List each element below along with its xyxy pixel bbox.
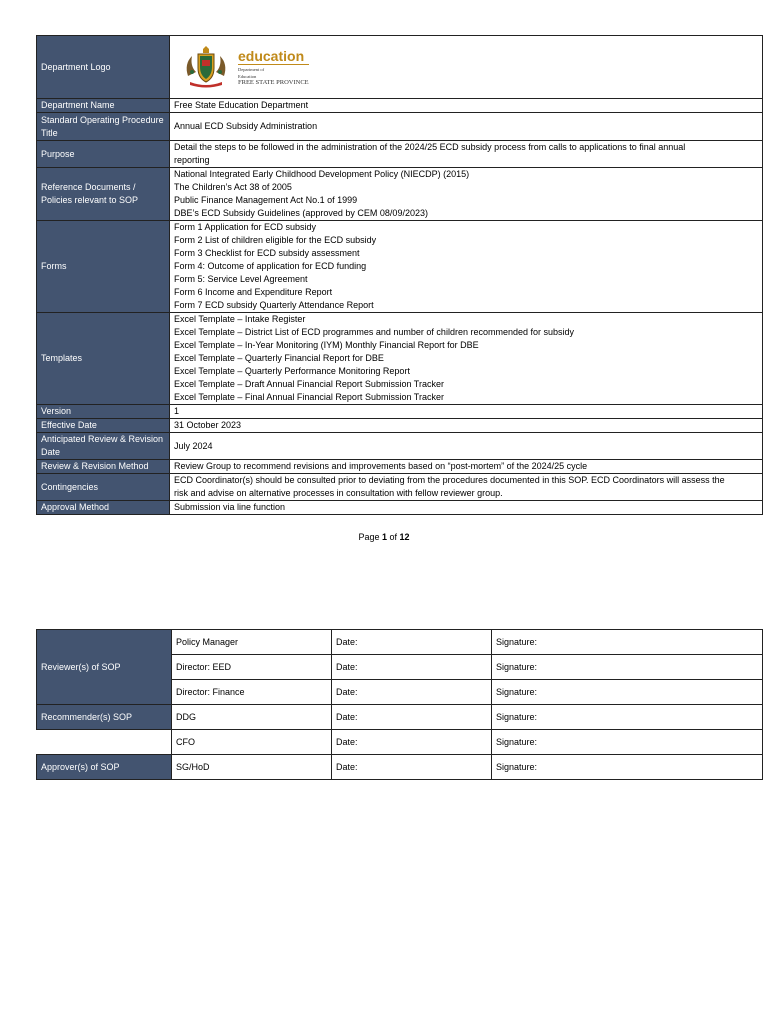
table-row bbox=[37, 730, 763, 755]
list-item: Excel Template – Quarterly Performance Monitoring Report bbox=[174, 366, 410, 376]
signature-field: Signature: bbox=[492, 630, 763, 655]
templates-label: Templates bbox=[37, 313, 170, 405]
purpose-label: Purpose bbox=[37, 141, 170, 168]
sop-title-value: Annual ECD Subsidy Administration bbox=[170, 113, 763, 141]
table-row bbox=[37, 474, 763, 501]
list-item: Excel Template – District List of ECD programmes and number of children recommended for subsidy bbox=[174, 327, 575, 337]
review-date-value: July 2024 bbox=[170, 433, 763, 460]
review-date-label: Anticipated Review & Revision Date bbox=[37, 433, 170, 460]
list-item: Form 7 ECD subsidy Quarterly Attendance Report bbox=[174, 300, 374, 310]
version-label: Version bbox=[37, 405, 170, 419]
sop-details-table bbox=[36, 35, 763, 515]
table-row bbox=[37, 141, 763, 168]
list-item: Form 6 Income and Expenditure Report bbox=[174, 287, 333, 297]
list-item: Excel Template – Quarterly Financial Report for DBE bbox=[174, 353, 384, 363]
contingencies-label: Contingencies bbox=[37, 474, 170, 501]
forms-label: Forms bbox=[37, 221, 170, 313]
blank-cell bbox=[37, 730, 172, 755]
purpose-value: Detail the steps to be followed in the administration of the 2024/25 ECD subsidy process from calls to applications to final annual reporting bbox=[170, 141, 763, 168]
list-item: Form 5: Service Level Agreement bbox=[174, 274, 308, 284]
review-method-label: Review & Revision Method bbox=[37, 460, 170, 474]
date-field: Date: bbox=[332, 655, 492, 680]
contingencies-value: ECD Coordinator(s) should be consulted prior to deviating from the procedures documented in this SOP. ECD Coordinators will assess the risk and advise on alternative processes in consultation with fellow reviewer group. bbox=[170, 474, 763, 501]
version-value: 1 bbox=[170, 405, 763, 419]
effective-date-label: Effective Date bbox=[37, 419, 170, 433]
list-item: DBE’s ECD Subsidy Guidelines (approved by CEM 08/09/2023) bbox=[174, 208, 428, 218]
forms-value bbox=[170, 221, 763, 313]
date-field: Date: bbox=[332, 680, 492, 705]
list-item: Form 3 Checklist for ECD subsidy assessment bbox=[174, 248, 360, 258]
table-row bbox=[37, 313, 763, 405]
department-logo-label: Department Logo bbox=[37, 36, 170, 99]
department-logo bbox=[170, 36, 763, 99]
approval-method-value: Submission via line function bbox=[170, 501, 763, 515]
table-row bbox=[37, 99, 763, 113]
signature-field: Signature: bbox=[492, 680, 763, 705]
role-cell: Director: EED bbox=[172, 655, 332, 680]
table-row bbox=[37, 501, 763, 515]
logo-sub-1: Department of bbox=[238, 66, 265, 72]
references-value bbox=[170, 168, 763, 221]
role-cell: Policy Manager bbox=[172, 630, 332, 655]
approval-method-label: Approval Method bbox=[37, 501, 170, 515]
signature-field: Signature: bbox=[492, 655, 763, 680]
list-item: National Integrated Early Childhood Development Policy (NIECDP) (2015) bbox=[174, 169, 470, 179]
signoff-table bbox=[36, 629, 763, 780]
department-name-value: Free State Education Department bbox=[170, 99, 763, 113]
recommenders-label: Recommender(s) SOP bbox=[37, 705, 172, 730]
table-row bbox=[37, 630, 763, 655]
logo-title: education bbox=[238, 49, 309, 65]
list-item: Form 2 List of children eligible for the ECD subsidy bbox=[174, 235, 377, 245]
table-row bbox=[37, 705, 763, 730]
role-cell: SG/HoD bbox=[172, 755, 332, 780]
logo-province: FREE STATE PROVINCE bbox=[238, 78, 309, 86]
table-row bbox=[37, 460, 763, 474]
date-field: Date: bbox=[332, 730, 492, 755]
approvers-label: Approver(s) of SOP bbox=[37, 755, 172, 780]
table-row bbox=[37, 433, 763, 460]
signature-field: Signature: bbox=[492, 705, 763, 730]
page-current: 1 bbox=[381, 532, 387, 542]
table-row bbox=[37, 405, 763, 419]
table-row bbox=[37, 113, 763, 141]
list-item: The Children’s Act 38 of 2005 bbox=[174, 182, 292, 192]
templates-value bbox=[170, 313, 763, 405]
role-cell: Director: Finance bbox=[172, 680, 332, 705]
page-total: 12 bbox=[399, 532, 410, 542]
page-number bbox=[0, 532, 768, 542]
department-name-label: Department Name bbox=[37, 99, 170, 113]
table-row bbox=[37, 221, 763, 313]
role-cell: CFO bbox=[172, 730, 332, 755]
table-row bbox=[37, 419, 763, 433]
logo-sub-2: Education bbox=[238, 73, 257, 79]
page-middle: of bbox=[387, 532, 400, 542]
role-cell: DDG bbox=[172, 705, 332, 730]
signature-field: Signature: bbox=[492, 730, 763, 755]
page-prefix: Page bbox=[358, 532, 382, 542]
list-item: Excel Template – Draft Annual Financial Report Submission Tracker bbox=[174, 379, 444, 389]
date-field: Date: bbox=[332, 705, 492, 730]
review-method-value: Review Group to recommend revisions and improvements based on “post-mortem” of the 2024/25 cycle bbox=[170, 460, 763, 474]
reviewers-label: Reviewer(s) of SOP bbox=[37, 630, 172, 705]
list-item: Form 1 Application for ECD subsidy bbox=[174, 222, 317, 232]
table-row bbox=[37, 755, 763, 780]
list-item: Public Finance Management Act No.1 of 1999 bbox=[174, 195, 358, 205]
list-item: Excel Template – Intake Register bbox=[174, 314, 306, 324]
references-label: Reference Documents / Policies relevant to SOP bbox=[37, 168, 170, 221]
sop-title-label: Standard Operating Procedure Title bbox=[37, 113, 170, 141]
effective-date-value: 31 October 2023 bbox=[170, 419, 763, 433]
table-row bbox=[37, 168, 763, 221]
list-item: Form 4: Outcome of application for ECD funding bbox=[174, 261, 367, 271]
list-item: Excel Template – Final Annual Financial Report Submission Tracker bbox=[174, 392, 444, 402]
date-field: Date: bbox=[332, 630, 492, 655]
table-row bbox=[37, 36, 763, 99]
date-field: Date: bbox=[332, 755, 492, 780]
coat-of-arms-icon bbox=[180, 46, 232, 88]
list-item: Excel Template – In-Year Monitoring (IYM) Monthly Financial Report for DBE bbox=[174, 340, 479, 350]
signature-field: Signature: bbox=[492, 755, 763, 780]
